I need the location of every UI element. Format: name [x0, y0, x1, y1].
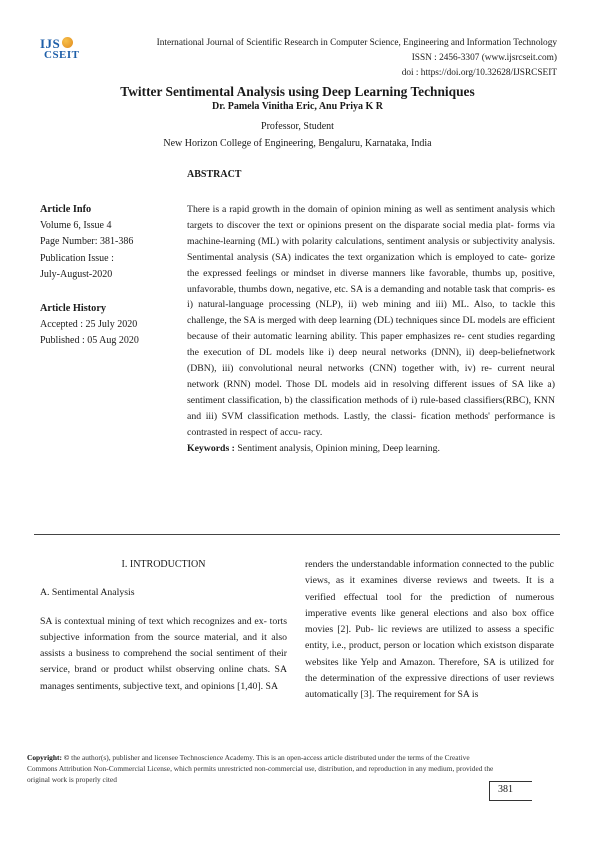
- left-column: [40, 557, 287, 695]
- affiliation: New Horizon College of Engineering, Bengaluru, Karnataka, India: [163, 138, 432, 149]
- accepted-date: Accepted : 25 July 2020: [40, 319, 138, 331]
- journal-logo: [38, 36, 84, 68]
- author-roles: Professor, Student: [261, 121, 334, 132]
- abstract-body: [187, 202, 555, 457]
- issn-line: ISSN : 2456-3307 (www.ijsrcseit.com): [411, 53, 557, 63]
- paper-title: Twitter Sentimental Analysis using Deep Learning Techniques: [120, 84, 475, 99]
- publication-issue-label: Publication Issue :: [40, 252, 114, 264]
- right-column: [305, 557, 554, 704]
- section-divider: [34, 534, 560, 535]
- logo-text-top: IJS: [40, 36, 61, 51]
- doi-link[interactable]: doi : https://doi.org/10.32628/IJSRCSEIT: [401, 68, 557, 78]
- publication-issue: July-August-2020: [40, 268, 113, 280]
- right-column-text: renders the understandable information connected to the public views, as it examines diverse reviews and tweets. It is a verified effectual tool for the prediction of numerous imperative events like general elections and also box office movies [2]. Pub- lic reviews are utilized to assess a specific entity, i.e., product, person or location which existson disparate websites like Yelp and Amazon. Therefore, SA is utilized for the determination of the expressive directions of user reviews automatically [3]. The requirement for SA is: [305, 559, 554, 701]
- logo-globe-icon: [62, 37, 73, 48]
- keywords-label: Keywords :: [187, 442, 235, 454]
- keywords-text: Sentiment analysis, Opinion mining, Deep learning.: [237, 442, 440, 454]
- published-date: Published : 05 Aug 2020: [40, 335, 139, 347]
- introduction-heading-text: I. INTRODUCTION: [121, 559, 206, 570]
- journal-name: International Journal of Scientific Research in Computer Science, Engineering and Information Technology: [156, 38, 557, 48]
- article-history-heading: Article History: [40, 303, 107, 314]
- copyright-text: the author(s), publisher and licensee Technoscience Academy. This is an open-access article distributed under the terms of the Creative Commons Attribution Non-Commercial License, which permits unrestricted non-commercial use, distribution, and reproduction in any medium, provided the original work is properly cited: [27, 753, 494, 785]
- subsection-heading: A. Sentimental Analysis: [40, 587, 135, 599]
- keywords: [187, 441, 555, 457]
- volume-issue: Volume 6, Issue 4: [40, 220, 112, 232]
- copyright-label: Copyright: ©: [27, 753, 70, 762]
- abstract-text: There is a rapid growth in the domain of opinion mining as well as sentiment analysis which targets to discover the text or opinions present on the disparate social media plat- forms via machine-learning (ML) with polarity calculations, sentiment analysis or subjectivity analysis. Sentimental analysis (SA) indicates the text organization which is employed to cate- gorize the expressed feelings or mindset in diverse manners like favorable, thumbs up, positive, unfavorable, thumbs down, negative, etc. SA is a demanding and notable task that compris- es i) natural-language processing (NLP), ii) web mining and iii) ML. Also, to tackle this challenge, the SA is merged with deep learning (DL) techniques since DL models are efficient because of their automatic learning ability. This paper emphasizes re- cent studies regarding the execution of DL models like i) deep neural networks (DNN), ii) deep-beliefnetwork (DBN), iii) convolutional neural networks (CNN) together with, iv) re- current neural network (RNN) model. Those DL models aid in resolving different issues of SA like a) sentiment classification, b) the classification methods of i) rule-based classifiers(RBC), KNN and iii) SVM classification methods. Lastly, the classi- fication methods' performance is contrasted in respect of accu- racy.: [187, 204, 555, 438]
- left-column-text: SA is contextual mining of text which recognizes and ex- torts subjective information from the source material, and it also assists a business to comprehend the social sentiment of their service, brand or product whilst observing online chats. SA manages sentiments, subjective text, and opinions [1,40]. SA: [40, 615, 287, 692]
- authors: Dr. Pamela Vinitha Eric, Anu Priya K R: [211, 101, 384, 112]
- introduction-heading: [40, 557, 287, 573]
- page-numbers: Page Number: 381-386: [40, 236, 134, 248]
- page-number: 381: [498, 784, 513, 795]
- article-info-heading: Article Info: [40, 204, 92, 215]
- abstract-heading: ABSTRACT: [187, 169, 242, 180]
- logo-text-bottom: CSEIT: [44, 49, 80, 61]
- copyright-notice: [27, 752, 497, 786]
- article-info: [40, 202, 180, 283]
- article-history: [40, 301, 180, 350]
